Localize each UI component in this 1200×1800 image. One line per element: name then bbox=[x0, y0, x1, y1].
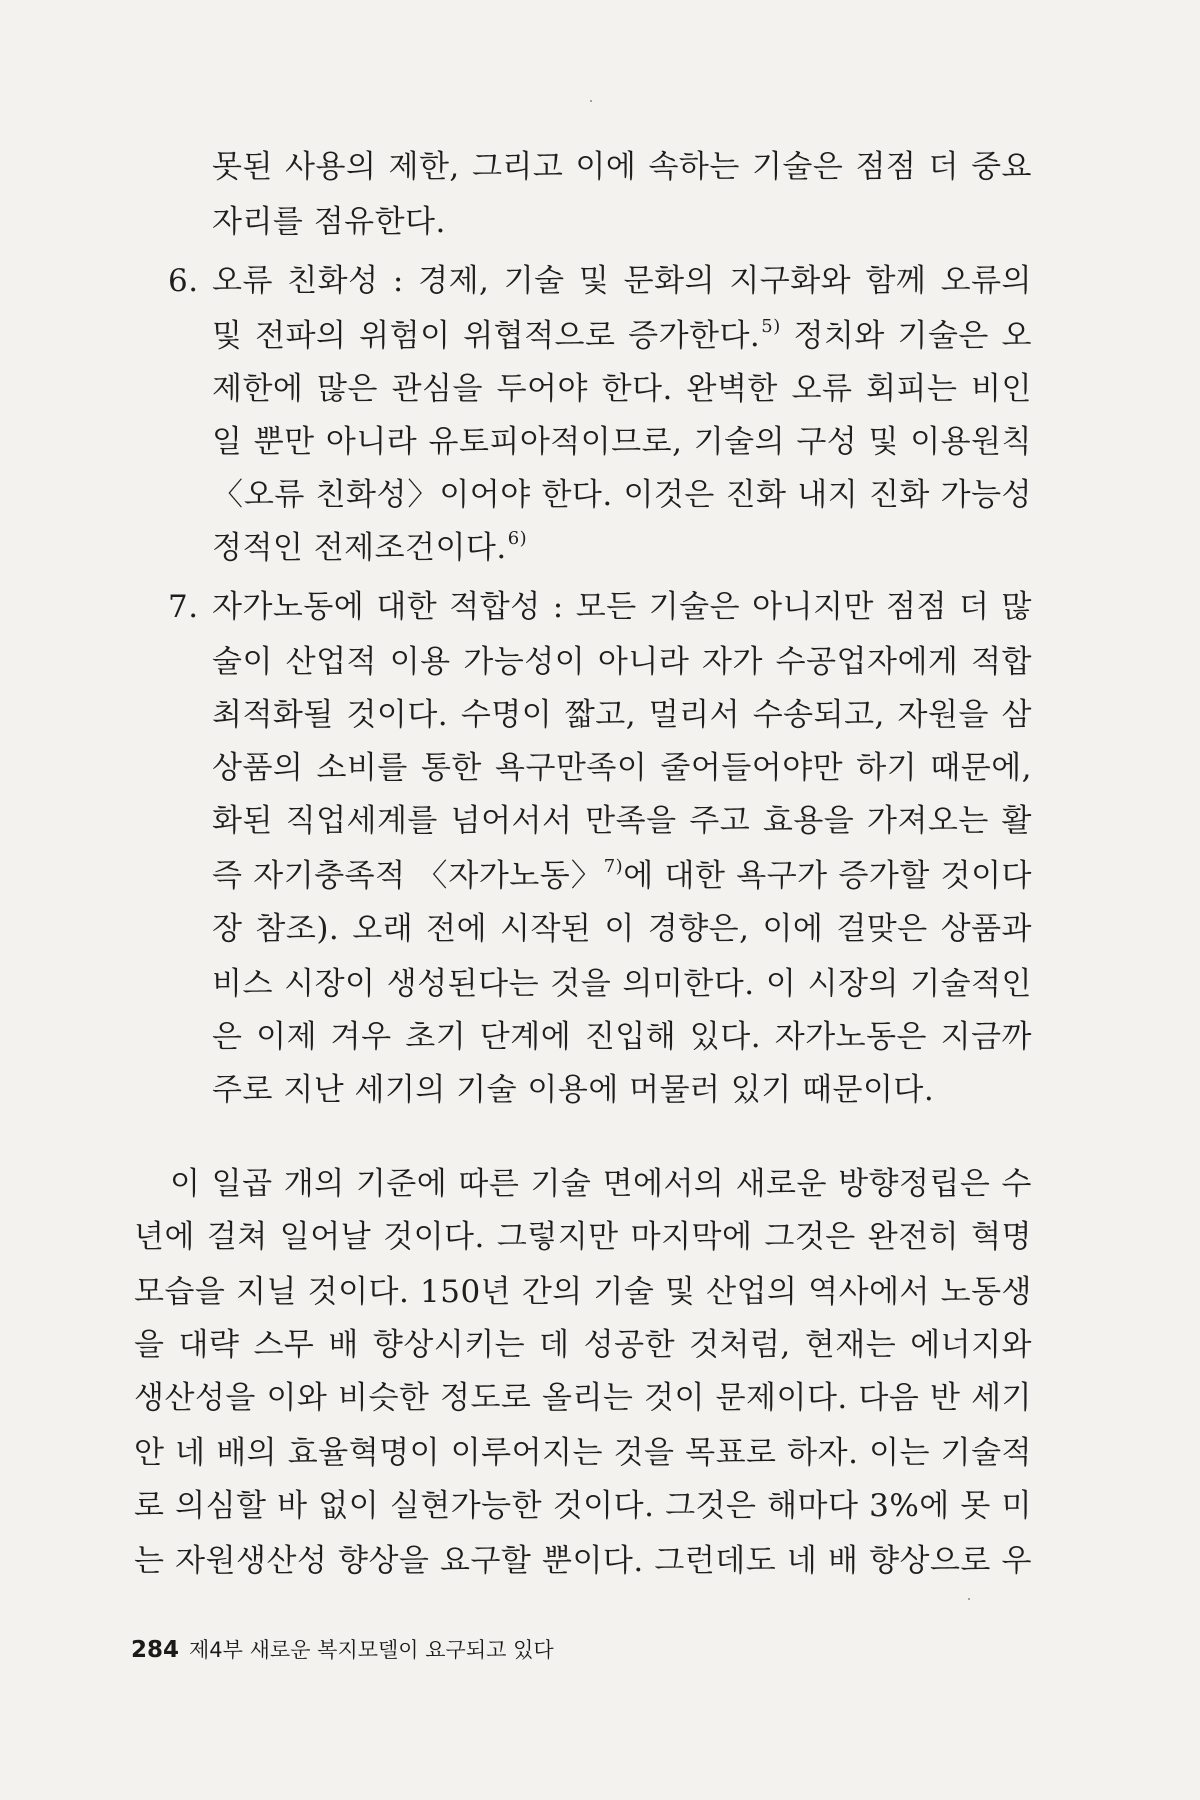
line-text bbox=[212, 904, 1032, 954]
line-text bbox=[212, 142, 1032, 192]
text-line bbox=[0, 1267, 1200, 1317]
line-text: 모습을 지닐 것이다. 150년 간의 기술 및 산업의 역사에서 노동생 bbox=[134, 1274, 1032, 1310]
line-text-main: 상품의 소비를 통한 욕구만족이 줄어들어야만 하기 때문에, bbox=[212, 750, 1032, 786]
text-line bbox=[0, 690, 1200, 740]
line-text: 을 대략 스무 배 향상시키는 데 성공한 것처럼, 현재는 에너지와 bbox=[134, 1327, 1032, 1363]
page-number: 284 bbox=[131, 1637, 180, 1663]
footnote-marker: 5) bbox=[761, 316, 781, 337]
line-text bbox=[212, 523, 527, 573]
line-text-main: 화된 직업세계를 넘어서서 만족을 주고 효용을 가져오는 활 bbox=[212, 803, 1032, 839]
text-line bbox=[0, 796, 1200, 846]
text-line bbox=[0, 743, 1200, 793]
line-text-after: 에 대한 욕구가 증가할 것이다 bbox=[623, 858, 1032, 894]
footnote-marker: 6) bbox=[507, 528, 528, 549]
line-text-main: 〈오류 친화성〉이어야 한다. 이것은 진화 내지 진화 가능성 bbox=[212, 477, 1032, 513]
page-footer bbox=[131, 1630, 554, 1670]
line-text-main: 자가노동에 대한 적합성 : 모든 기술은 아니지만 점점 더 많 bbox=[212, 589, 1032, 625]
text-line bbox=[0, 1320, 1200, 1370]
line-text bbox=[212, 959, 1032, 1009]
line-text-main: 못된 사용의 제한, 그리고 이에 속하는 기술은 점점 더 중요 bbox=[212, 149, 1032, 185]
text-line bbox=[0, 364, 1200, 414]
line-text bbox=[212, 796, 1032, 846]
line-text-main: 제한에 많은 관심을 두어야 한다. 완벽한 오류 회피는 비인 bbox=[212, 371, 1032, 407]
text-line bbox=[0, 142, 1200, 192]
text-line bbox=[0, 256, 1200, 306]
text-line bbox=[0, 1373, 1200, 1423]
text-line bbox=[0, 417, 1200, 467]
text-line bbox=[0, 959, 1200, 1009]
line-text bbox=[212, 851, 1032, 901]
line-text: 생산성을 이와 비슷한 정도로 올리는 것이 문제이다. 다음 반 세기 bbox=[134, 1380, 1032, 1416]
text-line bbox=[0, 1012, 1200, 1062]
line-text-main: 주로 지난 세기의 기술 이용에 머물러 있기 때문이다. bbox=[212, 1072, 935, 1108]
text-line bbox=[0, 523, 1200, 573]
line-text-main: 비스 시장이 생성된다는 것을 의미한다. 이 시장의 기술적인 bbox=[212, 966, 1032, 1002]
running-title: 제4부 새로운 복지모델이 요구되고 있다 bbox=[189, 1638, 554, 1662]
line-text-main: 정적인 전제조건이다. bbox=[212, 530, 507, 566]
line-text: 는 자원생산성 향상을 요구할 뿐이다. 그런데도 네 배 향상으로 우 bbox=[134, 1543, 1032, 1579]
text-line bbox=[0, 1065, 1200, 1115]
text-line bbox=[0, 904, 1200, 954]
line-text-main: 최적화될 것이다. 수명이 짧고, 멀리서 수송되고, 자원을 삼 bbox=[212, 697, 1032, 733]
line-text-after: 정치와 기술은 오 bbox=[793, 318, 1032, 354]
line-text-main: 및 전파의 위험이 위협적으로 증가한다. bbox=[212, 318, 761, 354]
text-line bbox=[0, 637, 1200, 687]
scan-speck bbox=[968, 1598, 970, 1600]
line-text: 로 의심할 바 없이 실현가능한 것이다. 그것은 해마다 3%에 못 미 bbox=[134, 1488, 1032, 1524]
line-text bbox=[212, 470, 1032, 520]
line-text: 안 네 배의 효율혁명이 이루어지는 것을 목표로 하자. 이는 기술적 bbox=[134, 1435, 1032, 1471]
line-text bbox=[212, 364, 1032, 414]
line-text bbox=[212, 743, 1032, 793]
list-number: 6. bbox=[168, 263, 199, 299]
line-text bbox=[212, 637, 1032, 687]
line-text-main: 즉 자기충족적 〈자가노동〉 bbox=[212, 858, 603, 894]
line-text: 이 일곱 개의 기준에 따른 기술 면에서의 새로운 방향정립은 수 bbox=[170, 1166, 1032, 1202]
text-line bbox=[0, 1428, 1200, 1478]
text-line bbox=[0, 1481, 1200, 1531]
line-text-main: 은 이제 겨우 초기 단계에 진입해 있다. 자가노동은 지금까 bbox=[212, 1019, 1032, 1055]
text-line bbox=[0, 1536, 1200, 1586]
text-line bbox=[0, 197, 1200, 247]
text-line bbox=[0, 582, 1200, 632]
line-text bbox=[212, 417, 1032, 467]
footnote-marker: 7) bbox=[603, 856, 624, 877]
line-text-main: 술이 산업적 이용 가능성이 아니라 자가 수공업자에게 적합 bbox=[212, 644, 1032, 680]
scan-speck bbox=[590, 100, 592, 102]
line-text bbox=[212, 1065, 934, 1115]
text-line bbox=[0, 851, 1200, 901]
text-line bbox=[0, 311, 1200, 361]
line-text bbox=[212, 197, 446, 247]
line-text: 년에 걸쳐 일어날 것이다. 그렇지만 마지막에 그것은 완전히 혁명 bbox=[134, 1219, 1032, 1255]
text-line bbox=[0, 1212, 1200, 1262]
line-text bbox=[212, 256, 1032, 306]
line-text bbox=[212, 582, 1032, 632]
line-text bbox=[212, 690, 1032, 740]
list-number: 7. bbox=[168, 589, 199, 625]
line-text-main: 일 뿐만 아니라 유토피아적이므로, 기술의 구성 및 이용원칙 bbox=[212, 424, 1032, 460]
text-line bbox=[0, 470, 1200, 520]
line-text bbox=[212, 1012, 1032, 1062]
line-text bbox=[212, 311, 1032, 361]
line-text-main: 장 참조). 오래 전에 시작된 이 경향은, 이에 걸맞은 상품과 bbox=[212, 911, 1032, 947]
text-line bbox=[0, 1159, 1200, 1209]
line-text-main: 오류 친화성 : 경제, 기술 및 문화의 지구화와 함께 오류의 bbox=[212, 263, 1032, 299]
line-text-main: 자리를 점유한다. bbox=[212, 204, 446, 240]
